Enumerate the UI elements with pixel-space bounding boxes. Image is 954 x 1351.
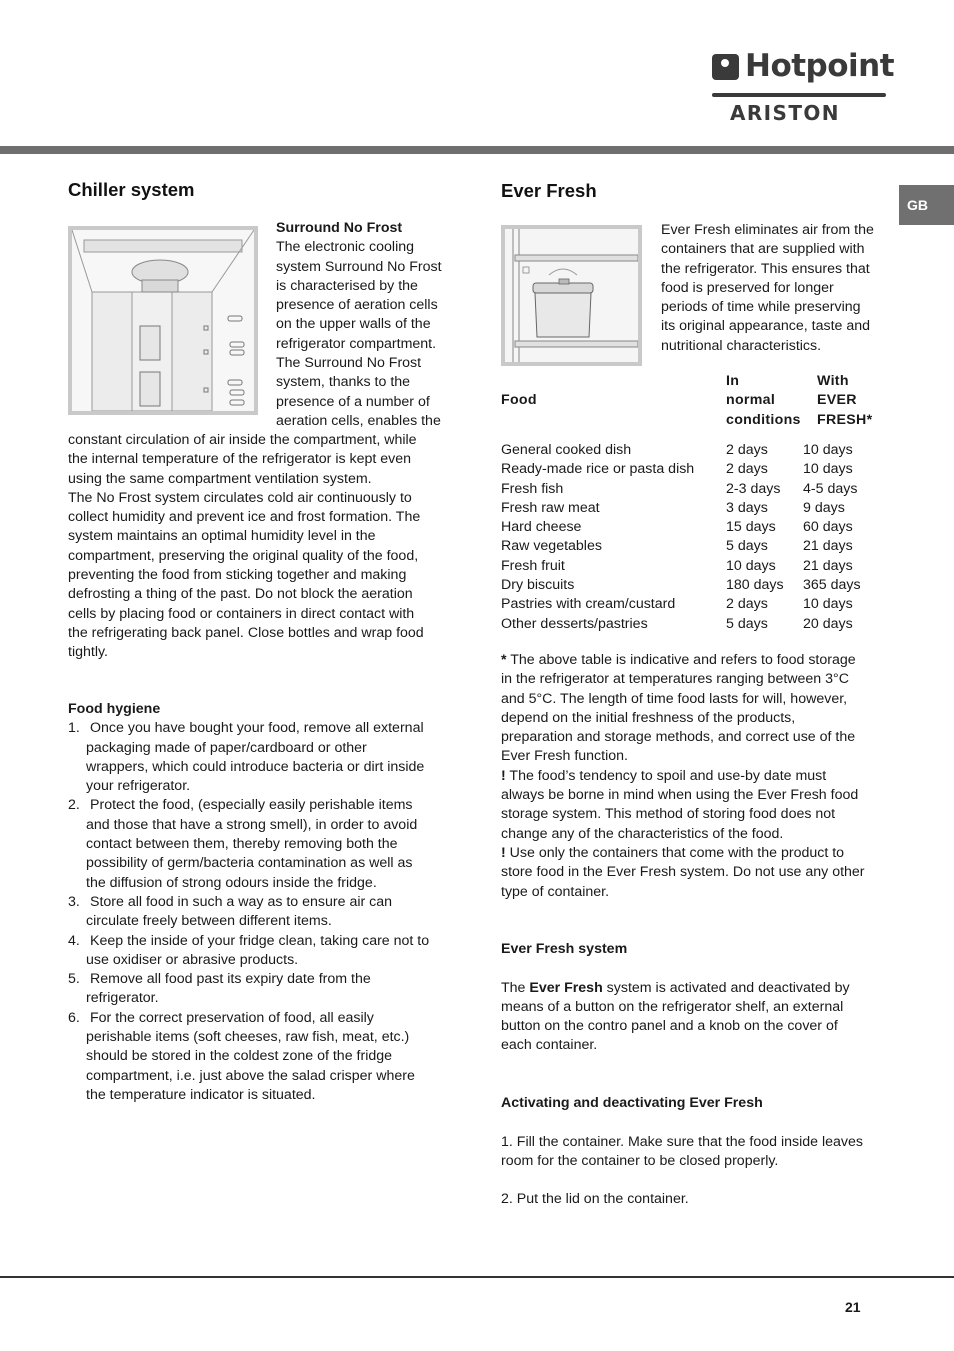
cell-fresh: 10 days — [803, 461, 853, 478]
cell-normal: 2 days — [726, 461, 768, 478]
list-line: perishable items (soft cheeses, raw fish, meat, etc.) — [86, 1029, 410, 1046]
cell-food: Fresh fruit — [501, 557, 565, 574]
table-row — [501, 557, 883, 576]
chiller-title: Chiller system — [68, 179, 195, 200]
system-strong: Ever Fresh — [529, 979, 603, 996]
intro-line: the refrigerator. This ensures that — [661, 260, 870, 277]
header-line: conditions — [726, 411, 801, 428]
hygiene-heading: Food hygiene — [68, 701, 161, 717]
table-header-fresh — [803, 372, 883, 430]
surround-heading: Surround No Frost — [276, 220, 403, 236]
activating-heading: Activating and deactivating Ever Fresh — [501, 1095, 763, 1111]
cell-food: Dry biscuits — [501, 577, 575, 594]
activating-section — [501, 1094, 863, 1210]
step-line: 1. Fill the container. Make sure that the food inside leaves — [501, 1133, 863, 1150]
ever-fresh-illustration — [501, 225, 642, 366]
list-line: Protect the food, (especially easily perishable items — [90, 797, 413, 814]
cell-food: Other desserts/pastries — [501, 615, 648, 632]
table-row — [501, 537, 883, 556]
list-item — [68, 1009, 429, 1105]
body-line: defrosting a thing of the past. Do not block the aeration — [68, 586, 413, 603]
system-heading: Ever Fresh system — [501, 941, 628, 957]
warning-line: change any of the characteristics of the food. — [501, 825, 784, 842]
table-row — [501, 480, 883, 499]
fresh-container-icon — [505, 229, 638, 362]
list-line: circulate freely between different items. — [86, 913, 332, 930]
surround-line: system, thanks to the — [276, 374, 411, 391]
asterisk-mark: * — [501, 652, 507, 668]
surround-line: The Surround No Frost — [276, 355, 422, 372]
chiller-illustration — [68, 226, 258, 415]
body-line: cells by placing food or containers in direct contact with — [68, 605, 415, 622]
table-row — [501, 595, 883, 614]
surround-line: on the upper walls of the — [276, 316, 431, 333]
warning-icon: ! — [501, 767, 506, 784]
body-line: tightly. — [68, 644, 108, 661]
list-line: Store all food in such a way as to ensure air can — [90, 893, 393, 910]
note-line: depend on the initial freshness of the products, — [501, 709, 796, 726]
list-number: 2. — [68, 797, 80, 814]
surround-line: aeration cells, enables the — [276, 412, 441, 429]
note-line: in the refrigerator at temperatures ranging between 3°C — [501, 671, 849, 688]
table-row — [501, 615, 883, 634]
cell-fresh: 365 days — [803, 577, 861, 594]
system-line: means of a button on the refrigerator shelf, an external — [501, 998, 844, 1015]
cell-fresh: 21 days — [803, 557, 853, 574]
intro-line: containers that are supplied with — [661, 241, 865, 258]
intro-line: food is preserved for longer — [661, 279, 834, 296]
surround-line: presence of a number of — [276, 393, 430, 410]
table-row — [501, 460, 883, 479]
warning-text: The food’s tendency to spoil and use-by date must — [505, 767, 827, 784]
intro-line: its original appearance, taste and — [661, 318, 871, 335]
cell-food: Fresh fish — [501, 480, 564, 497]
body-line: the internal temperature of the refrigerator is kept even — [68, 451, 412, 468]
cell-normal: 2-3 days — [726, 480, 781, 497]
fridge-interior-icon — [72, 230, 254, 411]
cell-fresh: 20 days — [803, 615, 853, 632]
warning-text: Use only the containers that come with the product to — [505, 844, 845, 861]
list-line: Remove all food past its expiry date from the — [90, 971, 371, 988]
list-item — [68, 893, 429, 932]
surround-line: refrigerator compartment. — [276, 335, 437, 352]
brand-name: Hotpoint — [745, 48, 895, 84]
surround-continued — [68, 431, 424, 663]
ever-fresh-intro — [661, 221, 874, 356]
body-line: constant circulation of air inside the compartment, while — [68, 432, 417, 448]
cell-fresh: 10 days — [803, 596, 853, 613]
surround-line: presence of aeration cells — [276, 297, 438, 314]
list-item — [68, 796, 429, 892]
hygiene-section — [68, 700, 429, 1105]
cell-fresh: 10 days — [803, 442, 853, 458]
brand-logo — [712, 48, 895, 126]
logo-mark-icon — [712, 54, 739, 80]
cell-food: Fresh raw meat — [501, 499, 600, 516]
intro-line: nutritional characteristics. — [661, 337, 822, 354]
body-line: The No Frost system circulates cold air continuously to — [68, 489, 412, 506]
list-item — [68, 719, 429, 796]
surround-block — [276, 219, 442, 431]
list-number: 3. — [68, 893, 80, 910]
warning-line: store food in the Ever Fresh system. Do not use any other — [501, 864, 865, 881]
table-header-normal — [726, 372, 803, 430]
system-text: The — [501, 979, 530, 996]
cell-fresh: 60 days — [803, 519, 853, 536]
warning-line — [501, 767, 865, 786]
cell-food: Hard cheese — [501, 519, 582, 536]
cell-normal: 180 days — [726, 577, 784, 594]
intro-line: Ever Fresh eliminates air from the — [661, 222, 874, 238]
header-line: FRESH* — [817, 411, 873, 428]
intro-line: periods of time while preserving — [661, 299, 861, 316]
header-line: EVER — [817, 392, 857, 409]
brand-sub: ARISTON — [730, 101, 840, 125]
list-line: Once you have bought your food, remove all external — [90, 720, 424, 737]
surround-line: system Surround No Frost — [276, 258, 442, 275]
cell-normal: 2 days — [726, 442, 768, 458]
list-number: 5. — [68, 971, 80, 988]
cell-normal: 15 days — [726, 519, 776, 536]
cell-fresh: 21 days — [803, 538, 853, 555]
system-text: system is activated and deactivated by — [602, 979, 850, 996]
footer-rule — [0, 1276, 954, 1278]
surround-line: The electronic cooling — [276, 239, 415, 256]
hygiene-list — [68, 719, 429, 1105]
table-row — [501, 518, 883, 537]
system-line — [501, 979, 850, 998]
body-line: compartment, preserving the original quality of the food, — [68, 547, 419, 564]
list-line: wrappers, which could introduce bacteria or dirt inside — [86, 758, 425, 775]
table-header-food: Food — [501, 392, 537, 409]
body-line: preventing the food from sticking together and making — [68, 567, 407, 584]
list-number: 1. — [68, 720, 80, 737]
cell-fresh: 9 days — [803, 499, 845, 516]
storage-table — [501, 372, 883, 634]
notes-block — [501, 651, 865, 902]
list-line: should be stored in the coldest zone of the fridge — [86, 1048, 393, 1065]
logo-rule — [712, 93, 886, 97]
list-line: use oxidiser or abrasive products. — [86, 951, 299, 968]
cell-food: Raw vegetables — [501, 538, 602, 555]
cell-normal: 5 days — [726, 615, 768, 632]
cell-normal: 5 days — [726, 538, 768, 555]
ever-fresh-title: Ever Fresh — [501, 180, 597, 201]
system-line: button on the contro panel and a knob on the cover of — [501, 1018, 838, 1035]
warning-line: type of container. — [501, 883, 610, 900]
list-line: Keep the inside of your fridge clean, taking care not to — [90, 932, 430, 949]
list-number: 6. — [68, 1009, 80, 1026]
warning-line — [501, 844, 865, 863]
list-line: the temperature indicator is situated. — [86, 1086, 316, 1103]
cell-food: Pastries with cream/custard — [501, 596, 676, 613]
list-line: possibility of germ/bacteria contamination as well as — [86, 855, 413, 872]
step-line: 2. Put the lid on the container. — [501, 1191, 689, 1208]
language-tab: GB — [899, 185, 954, 225]
system-section — [501, 940, 850, 1056]
cell-food: General cooked dish — [501, 442, 632, 458]
page-number: 21 — [845, 1299, 861, 1315]
body-line: collect humidity and prevent ice and frost formation. The — [68, 509, 421, 526]
surround-line: is characterised by the — [276, 277, 418, 294]
body-line: the refrigerating back panel. Close bottles and wrap food — [68, 624, 424, 641]
table-row — [501, 499, 883, 518]
header-line: In — [726, 373, 740, 389]
note-line — [501, 651, 865, 670]
header-bar — [0, 146, 954, 154]
list-line: packaging made of paper/cardboard or other — [86, 739, 367, 756]
header-line: normal — [726, 392, 776, 409]
list-line: refrigerator. — [86, 990, 159, 1007]
body-line: system maintains an optimal humidity level in the — [68, 528, 376, 545]
warning-line: storage system. This method of storing food does not — [501, 806, 836, 823]
list-line: your refrigerator. — [86, 778, 191, 795]
note-line: Ever Fresh function. — [501, 748, 628, 765]
list-line: For the correct preservation of food, all easily — [90, 1009, 374, 1026]
note-line: preparation and storage methods, and correct use of the — [501, 729, 856, 746]
list-line: contact between them, thereby removing both the — [86, 836, 398, 853]
body-line: using the same compartment ventilation system. — [68, 470, 372, 487]
table-header-row — [501, 372, 883, 430]
warning-icon: ! — [501, 844, 506, 861]
system-line: each container. — [501, 1037, 598, 1054]
list-item — [68, 970, 429, 1009]
table-row — [501, 576, 883, 595]
list-line: and those that have a strong smell), in order to avoid — [86, 816, 418, 833]
table-row — [501, 441, 883, 460]
cell-normal: 10 days — [726, 557, 776, 574]
header-line: With — [817, 373, 849, 389]
cell-normal: 2 days — [726, 596, 768, 613]
list-line: the diffusion of strong odours inside the fridge. — [86, 874, 377, 891]
cell-fresh: 4-5 days — [803, 480, 858, 497]
note-line: and 5°C. The length of time food lasts for will, however, — [501, 690, 848, 707]
list-line: compartment, i.e. just above the salad crisper where — [86, 1067, 415, 1084]
warning-line: always be borne in mind when using the Ever Fresh food — [501, 787, 859, 804]
list-item — [68, 932, 429, 971]
cell-normal: 3 days — [726, 499, 768, 516]
note-text: The above table is indicative and refers to food storage — [506, 652, 856, 668]
cell-food: Ready-made rice or pasta dish — [501, 461, 695, 478]
step-line: room for the container to be closed properly. — [501, 1152, 779, 1169]
list-number: 4. — [68, 932, 80, 949]
